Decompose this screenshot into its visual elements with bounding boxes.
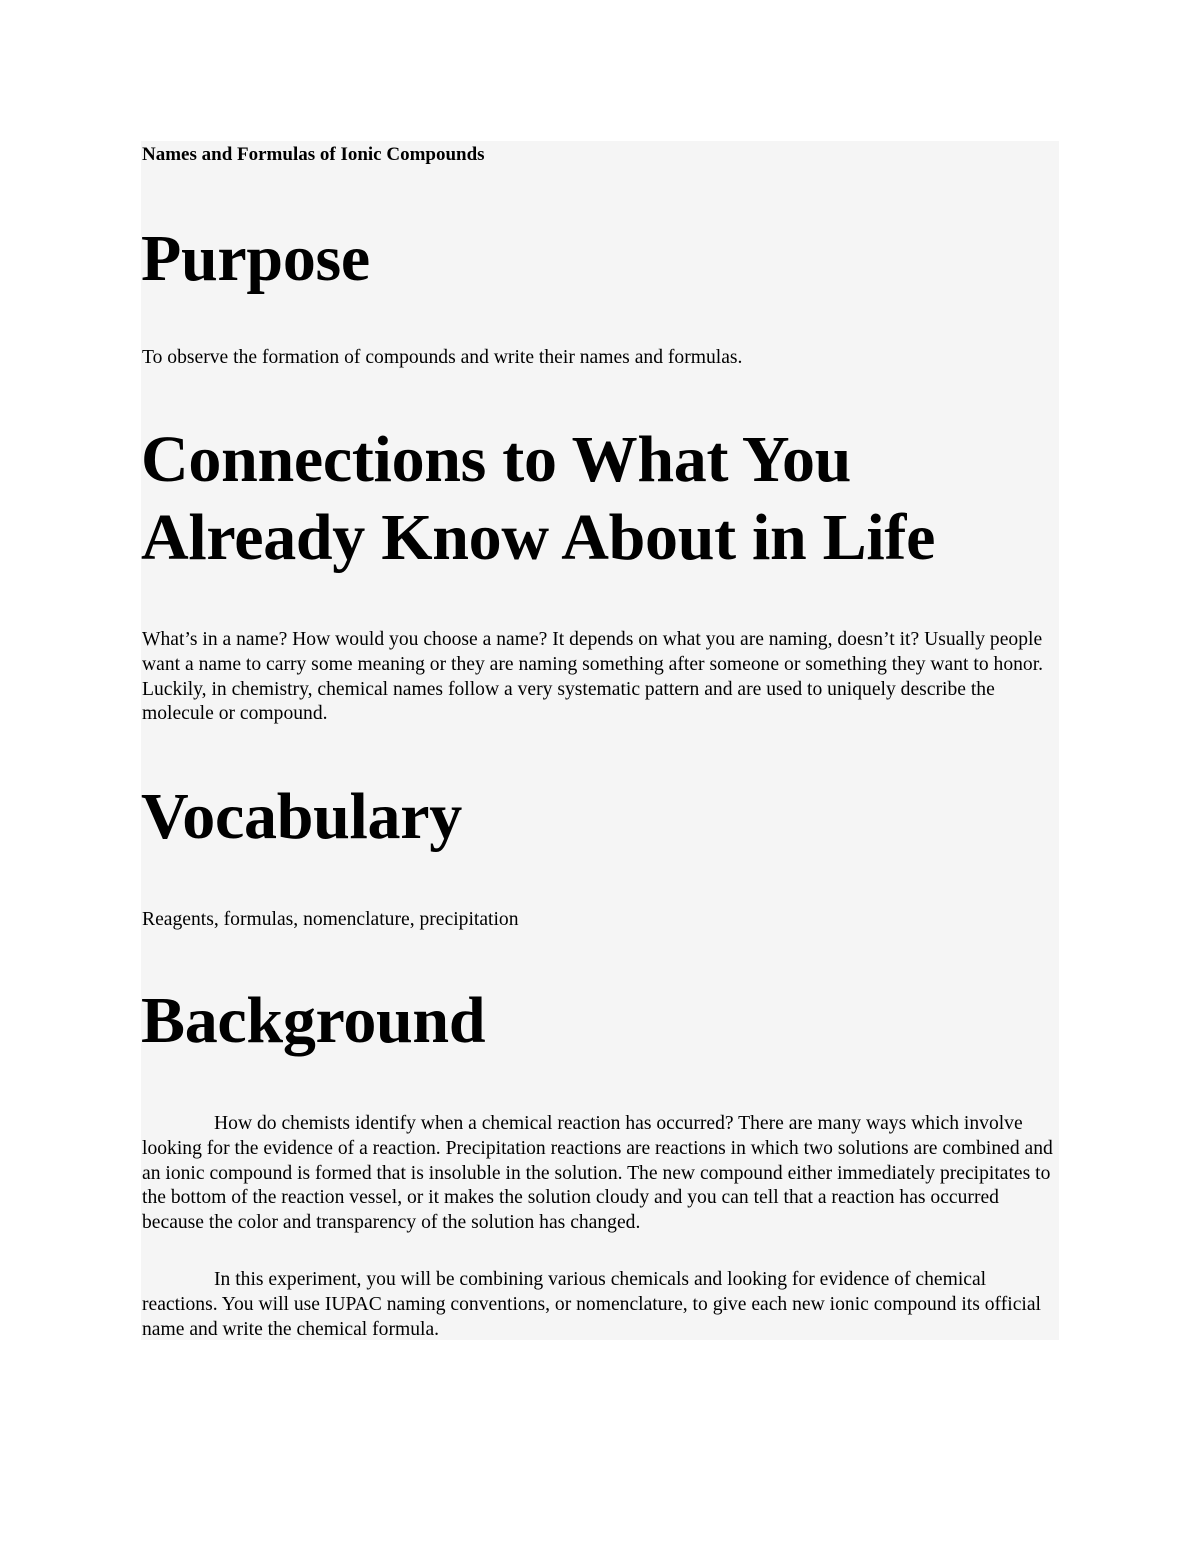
document-content	[141, 141, 1059, 1340]
heading-purpose: Purpose	[141, 222, 370, 295]
paragraph-connections: What’s in a name? How would you choose a name? It depends on what you are naming, doesn’t it? Usually people want a name to carry some meaning or they are naming something after someone or something they want to honor. Luckily, in chemistry, chemical names follow a very systematic pattern and are used to uniquely describe the molecule or compound.	[142, 629, 1044, 725]
paragraph-background-1: How do chemists identify when a chemical reaction has occurred? There are many ways which involve looking for the evidence of a reaction. Precipitation reactions are reactions in which two solutions are combined and an ionic compound is formed that is insoluble in the solution. The new compound either immediately precipitates to the bottom of the reaction vessel, or it makes the solution cloudy and you can tell that a reaction has occurred because the color and transparency of the solution has changed.	[142, 1113, 1053, 1234]
document-title: Names and Formulas of Ionic Compounds	[142, 144, 485, 165]
heading-background: Background	[141, 984, 486, 1057]
heading-connections: Connections to What You Already Know About in Life	[141, 423, 936, 574]
paragraph-purpose: To observe the formation of compounds and write their names and formulas.	[142, 347, 743, 368]
heading-vocabulary: Vocabulary	[141, 780, 462, 853]
paragraph-background-2: In this experiment, you will be combining various chemicals and looking for evidence of chemical reactions. You will use IUPAC naming conventions, or nomenclature, to give each new ionic compound its official name and write the chemical formula.	[142, 1269, 1041, 1340]
paragraph-vocabulary: Reagents, formulas, nomenclature, precipitation	[142, 909, 519, 930]
